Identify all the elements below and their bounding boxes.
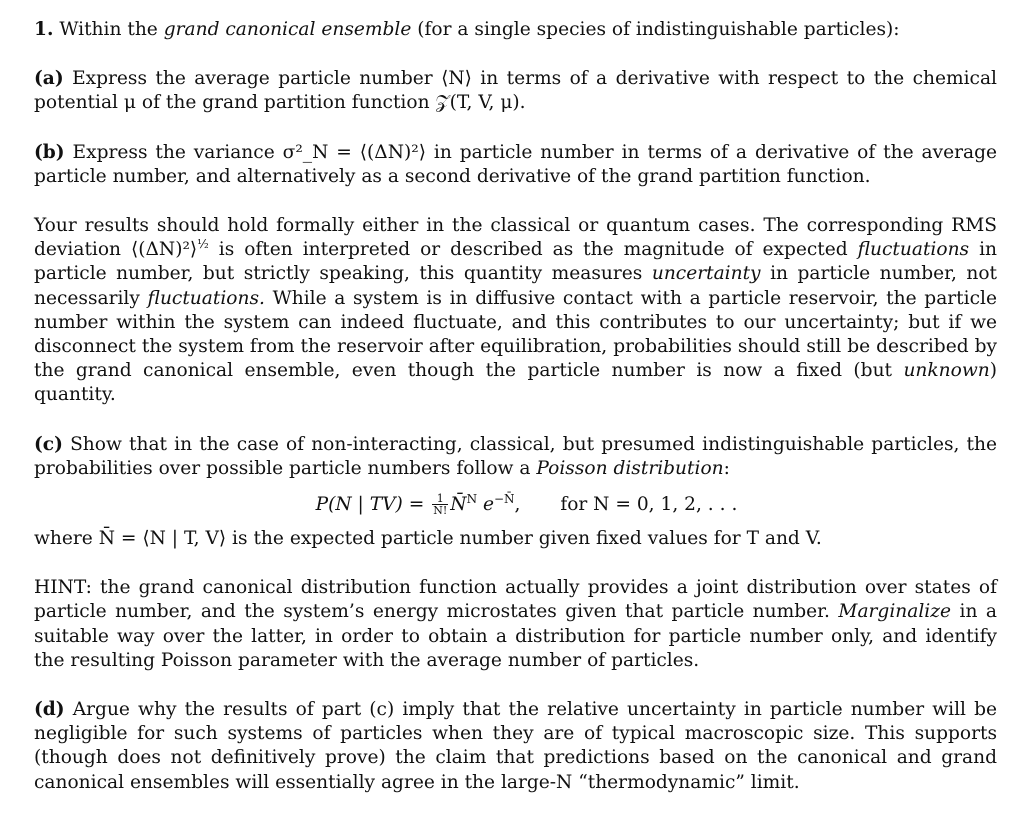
discussion-s2: is often interpreted or described as the magnitude of expected (218, 239, 848, 261)
equation-exponent-nbar: −N̄ (493, 491, 515, 506)
hint-after: in a suitable way over the latter, in order to obtain a distribution for particle number only, and identify the resulting Poisson parameter with the average number of particles. (34, 601, 997, 671)
part-c-text: Show that in the case of non-interacting, classical, but presumed indistinguishable particles, the probabilities over possible particle numbers follow a (34, 433, 997, 479)
hint-paragraph (34, 576, 997, 673)
where-text: where N̄ = ⟨N | T, V⟩ is the expected particle number given fixed values for T and V. (34, 528, 822, 550)
part-b-label: (b) (34, 141, 65, 163)
rms-exponent: ½ (197, 237, 209, 252)
emph-fluctuations-2: fluctuations. (147, 287, 265, 309)
part-a-text: Express the average particle number ⟨N⟩ in terms of a derivative with respect to the chemical potential μ of the grand partition function 𝒵(T, V, μ). (34, 68, 997, 114)
part-a (34, 67, 997, 115)
equation-e: e (477, 494, 494, 516)
part-d-label: (d) (34, 699, 65, 721)
part-c-colon: : (723, 457, 730, 479)
discussion-s4: in particle number, not necessarily (34, 263, 997, 309)
equation-fraction (432, 493, 448, 516)
emph-uncertainty: uncertainty (651, 263, 761, 285)
discussion-s3: in particle number, but strictly speaking, this quantity measures (34, 239, 998, 285)
equation-comma: , (514, 494, 521, 516)
hint-emphasis: Marginalize (838, 601, 952, 623)
discussion-s5: While a system is in diffusive contact with a particle reservoir, the particle number within the system can indeed fluctuate, and this contributes to our uncertainty; but if we disconnect the system from the reservoir after equilibration, probabilities should still be described by the grand canonical ensemble, even though the particle number is now a fixed (but (34, 287, 997, 382)
part-c-label: (c) (34, 433, 63, 455)
part-d-text: Argue why the results of part (c) imply that the relative uncertainty in particle number will be negligible for such systems of particles when they are of typical macroscopic size. This supports (though does not definitively prove) the claim that predictions based on the canonical and grand canonical ensembles will essentially agree in the large-N “thermodynamic” limit. (34, 699, 997, 793)
problem-number: 1. (34, 19, 54, 40)
part-c (34, 433, 997, 481)
part-c-emphasis: Poisson distribution (536, 457, 724, 479)
part-a-label: (a) (34, 68, 64, 90)
fraction-denominator: N! (433, 503, 448, 517)
where-line (34, 527, 997, 551)
discussion-paragraph (34, 214, 997, 408)
hint-before: HINT: the grand canonical distribution function actually provides a joint distribution over states of particle number, and the system’s energy microstates given that particle number. (34, 577, 997, 623)
fraction-numerator: 1 (432, 493, 448, 505)
emph-fluctuations: fluctuations (857, 239, 970, 261)
poisson-equation (34, 491, 997, 519)
equation-exponent-n: N (466, 491, 478, 506)
intro-emphasis: grand canonical ensemble (163, 19, 412, 40)
part-d (34, 698, 997, 795)
problem-intro (34, 18, 997, 42)
discussion-s1: Your results should hold formally either in the classical or quantum cases. The corresponding RMS deviation ⟨(ΔN)²⟩ (34, 215, 997, 261)
part-b (34, 141, 997, 189)
part-b-text: Express the variance σ²_N = ⟨(ΔN)²⟩ in particle number in terms of a derivative of the average particle number, and alternatively as a second derivative of the grand partition function. (34, 141, 997, 187)
emph-unknown: unknown (903, 360, 990, 382)
equation-lhs: P(N | TV) = (315, 494, 425, 516)
equation-nbar: N̄ (450, 494, 467, 516)
intro-text-after: (for a single species of indistinguishable particles): (417, 19, 900, 40)
equation-condition: for N = 0, 1, 2, . . . (560, 494, 738, 516)
intro-text-before: Within the (59, 19, 158, 40)
discussion-s6: ) quantity. (34, 360, 997, 406)
